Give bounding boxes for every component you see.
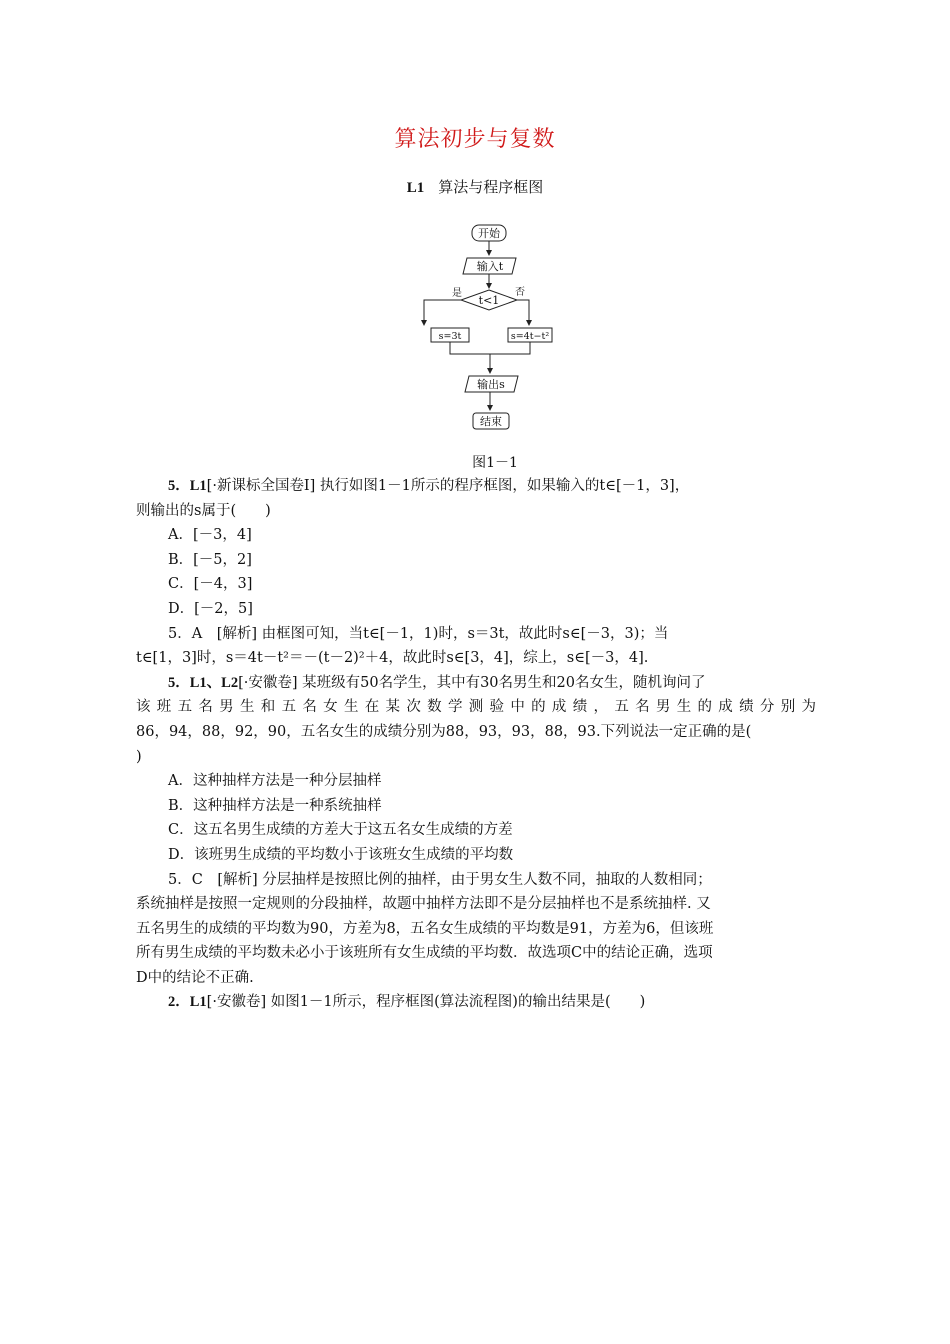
option-b: B．这种抽样方法是一种系统抽样 xyxy=(168,797,382,814)
option-b: B．[－5，2] xyxy=(168,551,252,568)
document-body xyxy=(136,474,816,1015)
right-process-label: s=4t−t² xyxy=(510,331,550,342)
section-heading xyxy=(0,176,950,197)
section-code: L1 xyxy=(406,180,425,196)
question-1-tag: 5．L1 xyxy=(168,478,207,494)
question-3-stem: 2．L1[·安徽卷] 如图1－1所示，程序框图(算法流程图)的输出结果是( ) xyxy=(168,994,646,1011)
condition-label: t<1 xyxy=(478,294,500,307)
left-process-label: s=3t xyxy=(438,331,462,342)
answer-2-line: D中的结论不正确. xyxy=(136,969,254,986)
option-d: D．[－2，5] xyxy=(168,600,253,617)
figure-caption: 图1－1 xyxy=(472,455,518,471)
question-1-stem-cont: 则输出的s属于( ) xyxy=(136,502,271,519)
question-2-tag: 5．L1、L2 xyxy=(168,674,239,691)
start-label: 开始 xyxy=(478,227,500,240)
output-label: 输出s xyxy=(477,378,505,391)
question-1-stem: 5．L1[·新课标全国卷Ⅰ] 执行如图1－1所示的程序框图，如果输入的t∈[－1，3]， xyxy=(168,478,690,494)
section-name: 算法与程序框图 xyxy=(438,178,544,196)
question-2-stem-cont: ) xyxy=(136,748,142,765)
answer-2-line: 系统抽样是按照一定规则的分段抽样，故题中抽样方法即不是分层抽样也不是系统抽样. 又 xyxy=(136,896,711,913)
no-label: 否 xyxy=(515,287,525,298)
answer-1-line: 5．A [解析] 由框图可知，当t∈[－1，1)时，s＝3t，故此时s∈[－3，3)；当 xyxy=(168,625,669,642)
option-a: A．这种抽样方法是一种分层抽样 xyxy=(168,773,382,790)
answer-2-line: 五名男生的成绩的平均数为90，方差为8，五名女生成绩的平均数是91，方差为6，但该班 xyxy=(136,920,714,937)
question-2-stem-cont: 该 班 五 名 男 生 和 五 名 女 生 在 某 次 数 学 测 验 中 的 成 绩 ， 五 名 男 生 的 成 绩 分 别 为 xyxy=(136,699,816,716)
option-d: D．该班男生成绩的平均数小于该班女生成绩的平均数 xyxy=(168,846,514,863)
question-2-stem-cont: 86，94，88，92，90，五名女生的成绩分别为88，93，93，88，93.下列说法一定正确的是( xyxy=(136,723,752,740)
answer-2-line: 所有男生成绩的平均数未必小于该班所有女生成绩的平均数．故选项C中的结论正确，选项 xyxy=(136,945,713,962)
question-3-tag: 2．L1 xyxy=(168,994,207,1011)
option-a: A．[－3，4] xyxy=(168,527,252,544)
flowchart xyxy=(420,222,570,437)
input-label: 输入t xyxy=(476,260,504,273)
option-c: C．这五名男生成绩的方差大于这五名女生成绩的方差 xyxy=(168,822,513,839)
page-title: 算法初步与复数 xyxy=(394,127,556,152)
end-label: 结束 xyxy=(480,415,502,428)
answer-1-line: t∈[1，3]时，s＝4t－t²＝－(t－2)²＋4，故此时s∈[3，4]，综上，s∈[－3，4]. xyxy=(136,650,649,667)
answer-2-line: 5．C [解析] 分层抽样是按照比例的抽样，由于男女生人数不同，抽取的人数相同； xyxy=(168,871,712,888)
yes-label: 是 xyxy=(452,288,462,299)
question-2-stem: 5．L1、L2[·安徽卷] 某班级有50名学生，其中有30名男生和20名女生，随机询问了 xyxy=(168,674,706,691)
option-c: C．[－4，3] xyxy=(168,576,253,593)
